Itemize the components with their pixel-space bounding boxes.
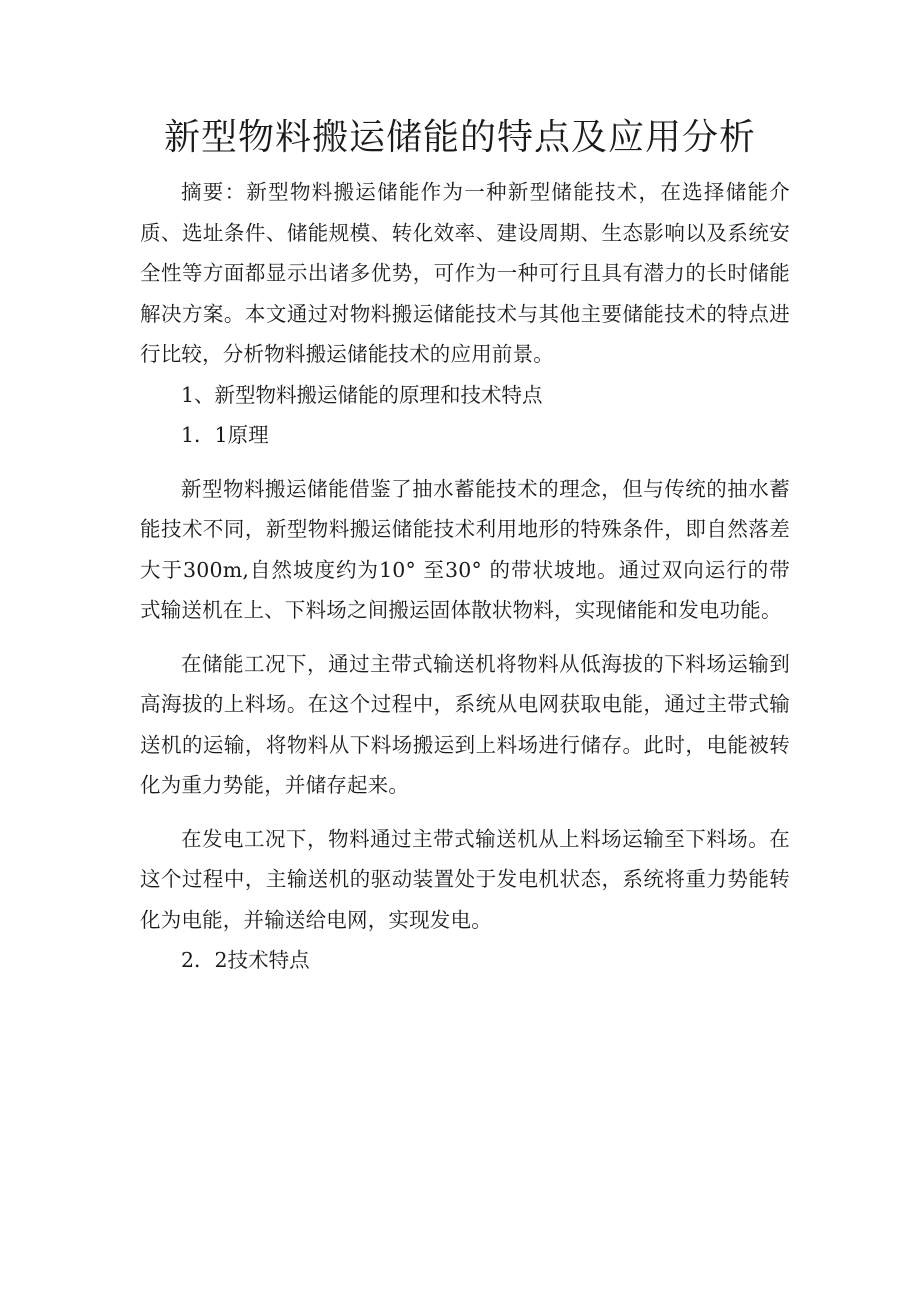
subsection-heading-1-1: 1．1原理 xyxy=(181,423,269,447)
body-paragraph-principle: 新型物料搬运储能借鉴了抽水蓄能技术的理念，但与传统的抽水蓄能技术不同，新型物料搬运储能技术利用地形的特殊条件，即自然落差大于300m,自然坡度约为10° 至30° 的带状坡地。通过双向运行的带式输送机在上、下料场之间搬运固体散状物料，实现储能和发电功能。 xyxy=(140,476,790,622)
body-paragraph-generation-mode: 在发电工况下，物料通过主带式输送机从上料场运输至下料场。在这个过程中，主输送机的驱动装置处于发电机状态，系统将重力势能转化为电能，并输送给电网，实现发电。 xyxy=(140,826,790,932)
abstract-paragraph: 摘要：新型物料搬运储能作为一种新型储能技术，在选择储能介质、选址条件、储能规模、转化效率、建设周期、生态影响以及系统安全性等方面都显示出诸多优势，可作为一种可行且具有潜力的长时储能解决方案。本文通过对物料搬运储能技术与其他主要储能技术的特点进行比较，分析物料搬运储能技术的应用前景。 xyxy=(140,180,790,366)
document-body xyxy=(140,172,790,981)
subsection-heading-2-2: 2．2技术特点 xyxy=(181,948,310,972)
body-paragraph-storage-mode: 在储能工况下，通过主带式输送机将物料从低海拔的下料场运输到高海拔的上料场。在这个过程中，系统从电网获取电能，通过主带式输送机的运输，将物料从下料场搬运到上料场进行储存。此时，电能被转化为重力势能，并储存起来。 xyxy=(140,651,790,797)
section-heading-1: 1、新型物料搬运储能的原理和技术特点 xyxy=(181,382,543,407)
document-title: 新型物料搬运储能的特点及应用分析 xyxy=(163,117,756,158)
